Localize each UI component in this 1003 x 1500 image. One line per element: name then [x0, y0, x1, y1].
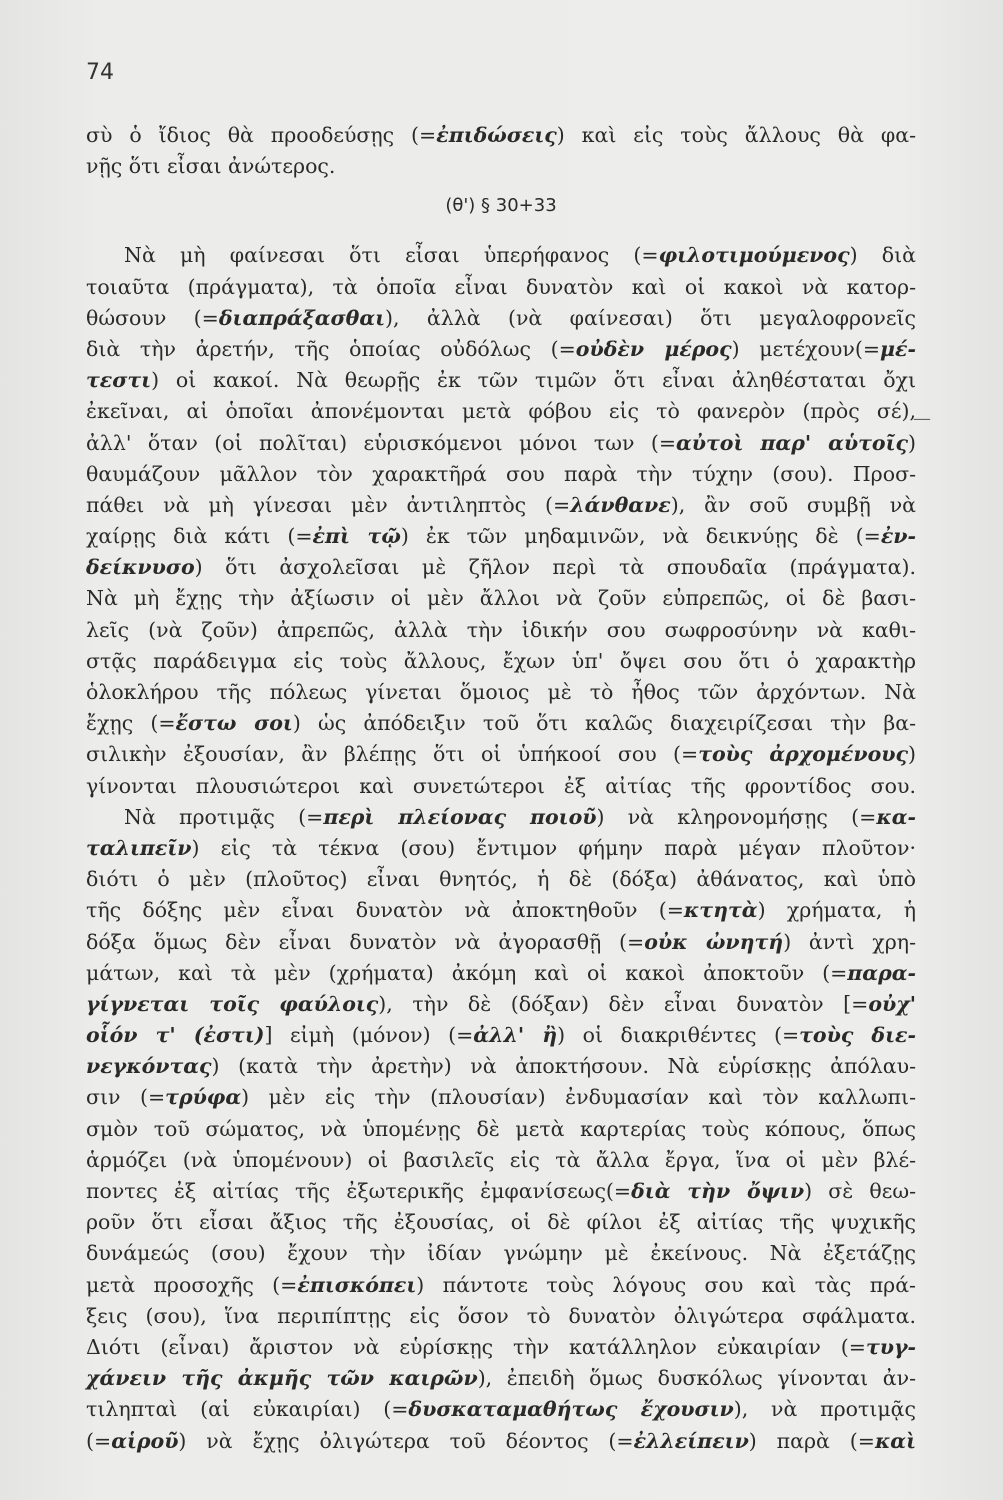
- ancient-greek-gloss: τρύφα: [165, 1085, 242, 1110]
- ancient-greek-gloss: καὶ: [874, 1428, 916, 1453]
- ancient-greek-gloss: μέ-: [880, 336, 916, 361]
- text-line: ἀλλ' ὅταν (οἱ πολῖται) εὑρισκόμενοι μόνοι των (=αὐτοὶ παρ' αὑτοῖς): [86, 430, 917, 455]
- text-line: σιν (=τρύφα) μὲν εἰς τὴν (πλουσίαν) ἐνδυμασίαν καὶ τὸν καλλωπι-: [86, 1085, 916, 1110]
- ancient-greek-gloss: διὰ τὴν ὄψιν: [631, 1179, 805, 1203]
- text-line: δυνάμεώς (σου) ἔχουν τὴν ἰδίαν γνώμην μὲ ἐκείνους. Νὰ ἐξετάζῃς: [86, 1241, 916, 1266]
- text-line: μετὰ προσοχῆς (=ἐπισκόπει) πάντοτε τοὺς λόγους σου καὶ τὰς πρά-: [86, 1272, 916, 1297]
- ancient-greek-gloss: λάνθανε: [570, 492, 671, 517]
- text-line: δείκνυσο) ὅτι ἀσχολεῖσαι μὲ ζῆλον περὶ τὰ σπουδαῖα (πράγματα).: [86, 555, 916, 580]
- text-line: ταλιπεῖν) εἰς τὰ τέκνα (σου) ἔντιμον φήμην παρὰ μέγαν πλοῦτον·: [86, 835, 916, 860]
- text-line: Νὰ προτιμᾷς (=περὶ πλείονας ποιοῦ) νὰ κληρονομήσῃς (=κα-: [124, 804, 916, 829]
- text-line: σὺ ὁ ἴδιος θὰ προοδεύσῃς (=ἐπιδώσεις) καὶ εἰς τοὺς ἄλλους θὰ φα-: [86, 123, 917, 147]
- ancient-greek-gloss: γίγνεται τοῖς φαύλοις: [86, 991, 379, 1016]
- ancient-greek-gloss: κτητὰ: [683, 898, 758, 923]
- ancient-greek-gloss: παρα-: [847, 960, 916, 985]
- text-line: ὁλοκλήρου τῆς πόλεως γίνεται ὅμοιος μὲ τὸ ἦθος τῶν ἀρχόντων. Νὰ: [86, 680, 916, 704]
- ancient-greek-gloss: ἐλλείπειν: [633, 1428, 749, 1453]
- text-line: Νὰ μὴ φαίνεσαι ὅτι εἶσαι ὑπερήφανος (=φιλοτιμούμενος) διὰ: [124, 243, 916, 268]
- text-line: τῆς δόξης μὲν εἶναι δυνατὸν νὰ ἀποκτηθοῦν (=κτητὰ) χρήματα, ἡ: [86, 898, 916, 923]
- ancient-greek-gloss: περὶ πλείονας ποιοῦ: [323, 804, 597, 829]
- text-line: χαίρῃς διὰ κάτι (=ἐπὶ τῷ) ἐκ τῶν μηδαμινῶν, νὰ δεικνύῃς δὲ (=ἐν-: [86, 524, 917, 549]
- text-line: δόξα ὅμως δὲν εἶναι δυνατὸν νὰ ἀγορασθῇ (=οὐκ ὠνητή) ἀντὶ χρη-: [86, 929, 916, 954]
- text-line: χάνειν τῆς ἀκμῆς τῶν καιρῶν), ἐπειδὴ ὅμως δυσκόλως γίνονται ἀν-: [86, 1366, 916, 1391]
- ancient-greek-gloss: τοὺς ἀρχομένους: [698, 742, 908, 767]
- ancient-greek-gloss: αἱροῦ: [111, 1428, 179, 1453]
- text-line: ξεις (σου), ἵνα περιπίπτῃς εἰς ὅσον τὸ δυνατὸν ὀλιγώτερα σφάλματα.: [86, 1303, 916, 1328]
- text-line: ποντες ἐξ αἰτίας τῆς ἐξωτερικῆς ἐμφανίσεως(=διὰ τὴν ὄψιν) σὲ θεω-: [86, 1179, 916, 1203]
- text-line: ἔχῃς (=ἔστω σοι) ὡς ἀπόδειξιν τοῦ ὅτι καλῶς διαχειρίζεσαι τὴν βα-: [86, 711, 916, 736]
- text-line: πάθει νὰ μὴ γίνεσαι μὲν ἀντιληπτὸς (=λάνθανε), ἂν σοῦ συμβῇ νὰ: [86, 492, 916, 517]
- ancient-greek-gloss: ἔστω σοι: [175, 711, 293, 736]
- text-line: γίνονται πλουσιώτεροι καὶ συνετώτεροι ἐξ αἰτίας τῆς φροντίδος σου.: [86, 773, 916, 798]
- text-line: θώσουν (=διαπράξασθαι), ἀλλὰ (νὰ φαίνεσαι) ὅτι μεγαλοφρονεῖς: [86, 305, 916, 330]
- text-line: στᾷς παράδειγμα εἰς τοὺς ἄλλους, ἔχων ὑπ' ὄψει σου ὅτι ὁ χαρακτὴρ: [86, 648, 916, 673]
- text-line: γίγνεται τοῖς φαύλοις), τὴν δὲ (δόξαν) δὲν εἶναι δυνατὸν [=οὐχ': [86, 991, 916, 1016]
- text-line: μάτων, καὶ τὰ μὲν (χρήματα) ἀκόμη καὶ οἱ κακοὶ ἀποκτοῦν (=παρα-: [86, 960, 916, 985]
- text-line: νῇς ὅτι εἶσαι ἀνώτερος.: [86, 154, 336, 179]
- ancient-greek-gloss: δυσκαταμαθήτως ἔχουσιν: [408, 1397, 734, 1422]
- text-line: τοιαῦτα (πράγματα), τὰ ὁποῖα εἶναι δυνατὸν καὶ οἱ κακοὶ νὰ κατορ-: [86, 274, 916, 299]
- text-line: διὰ τὴν ἀρετήν, τῆς ὁποίας οὐδόλως (=οὐδὲν μέρος) μετέχουν(=μέ-: [86, 336, 916, 361]
- margin-mark: —: [913, 408, 931, 429]
- text-line: ροῦν ὅτι εἶσαι ἄξιος τῆς ἐξουσίας, οἱ δὲ φίλοι ἐξ αἰτίας τῆς ψυχικῆς: [86, 1210, 916, 1235]
- ancient-greek-gloss: ἐπισκόπει: [297, 1272, 417, 1297]
- ancient-greek-gloss: τοὺς διε-: [799, 1023, 916, 1048]
- ancient-greek-gloss: ἐν-: [880, 524, 917, 549]
- ancient-greek-gloss: δείκνυσο: [86, 555, 195, 580]
- text-line: τεστι) οἱ κακοί. Νὰ θεωρῇς ἐκ τῶν τιμῶν ὅτι εἶναι ἀληθέσταται ὄχι: [86, 368, 916, 393]
- ancient-greek-gloss: ἀλλ' ἢ: [473, 1023, 558, 1048]
- text-line: σμὸν τοῦ σώματος, νὰ ὑπομένῃς δὲ μετὰ καρτερίας τοὺς κόπους, ὅπως: [86, 1116, 916, 1141]
- section-heading: (θ') § 30+33: [445, 195, 557, 217]
- text-line: ἁρμόζει (νὰ ὑπομένουν) οἱ βασιλεῖς εἰς τὰ ἄλλα ἔργα, ἵνα οἱ μὲν βλέ-: [86, 1147, 916, 1172]
- ancient-greek-gloss: χάνειν τῆς ἀκμῆς τῶν καιρῶν: [86, 1366, 478, 1391]
- ancient-greek-gloss: οὐχ': [868, 991, 916, 1016]
- text-line: σιλικὴν ἐξουσίαν, ἂν βλέπῃς ὅτι οἱ ὑπήκοοί σου (=τοὺς ἀρχομένους): [86, 742, 916, 767]
- ancient-greek-gloss: διαπράξασθαι: [218, 305, 386, 330]
- ancient-greek-gloss: αὐτοὶ παρ' αὑτοῖς: [676, 430, 909, 455]
- text-line: λεῖς (νὰ ζοῦν) ἀπρεπῶς, ἀλλὰ τὴν ἰδικήν σου σωφροσύνην νὰ καθι-: [86, 617, 916, 642]
- ancient-greek-gloss: ταλιπεῖν: [86, 835, 192, 860]
- text-line: Νὰ μὴ ἔχῃς τὴν ἀξίωσιν οἱ μὲν ἄλλοι νὰ ζοῦν εὐπρεπῶς, οἱ δὲ βασι-: [86, 586, 916, 611]
- text-line: Διότι (εἶναι) ἄριστον νὰ εὑρίσκῃς τὴν κατάλληλον εὐκαιρίαν (=τυγ-: [86, 1334, 916, 1359]
- text-line: νεγκόντας) (κατὰ τὴν ἀρετὴν) νὰ ἀποκτήσουν. Νὰ εὑρίσκῃς ἀπόλαυ-: [86, 1054, 916, 1079]
- ancient-greek-gloss: κα-: [876, 804, 916, 829]
- ancient-greek-gloss: νεγκόντας: [86, 1054, 212, 1079]
- ancient-greek-gloss: ἐπὶ τῷ: [312, 524, 401, 549]
- ancient-greek-gloss: οὐκ ὠνητή: [644, 929, 784, 954]
- ancient-greek-gloss: οἷόν τ' (ἐστι): [86, 1023, 265, 1048]
- page-number: 74: [86, 60, 114, 85]
- ancient-greek-gloss: φιλοτιμούμενος: [658, 243, 850, 268]
- text-line: τιληπταὶ (αἱ εὐκαιρίαι) (=δυσκαταμαθήτως ἔχουσιν), νὰ προτιμᾷς: [86, 1397, 917, 1422]
- text-line: διότι ὁ μὲν (πλοῦτος) εἶναι θνητός, ἡ δὲ (δόξα) ἀθάνατος, καὶ ὑπὸ: [86, 867, 916, 892]
- ancient-greek-gloss: τεστι: [86, 368, 152, 393]
- text-line: ἐκεῖναι, αἱ ὁποῖαι ἀπονέμονται μετὰ φόβου εἰς τὸ φανερὸν (πρὸς σέ),: [86, 399, 916, 424]
- text-line: θαυμάζουν μᾶλλον τὸν χαρακτῆρά σου παρὰ τὴν τύχην (σου). Προσ-: [86, 461, 916, 486]
- ancient-greek-gloss: ἐπιδώσεις: [436, 123, 557, 147]
- text-line: οἷόν τ' (ἐστι)] εἰμὴ (μόνον) (=ἀλλ' ἢ) οἱ διακριθέντες (=τοὺς διε-: [86, 1023, 916, 1048]
- text-line: (=αἱροῦ) νὰ ἔχῃς ὀλιγώτερα τοῦ δέοντος (=ἐλλείπειν) παρὰ (=καὶ: [86, 1428, 916, 1453]
- ancient-greek-gloss: τυγ-: [865, 1334, 916, 1359]
- ancient-greek-gloss: οὐδὲν μέρος: [575, 336, 732, 361]
- body-text: [86, 120, 916, 1457]
